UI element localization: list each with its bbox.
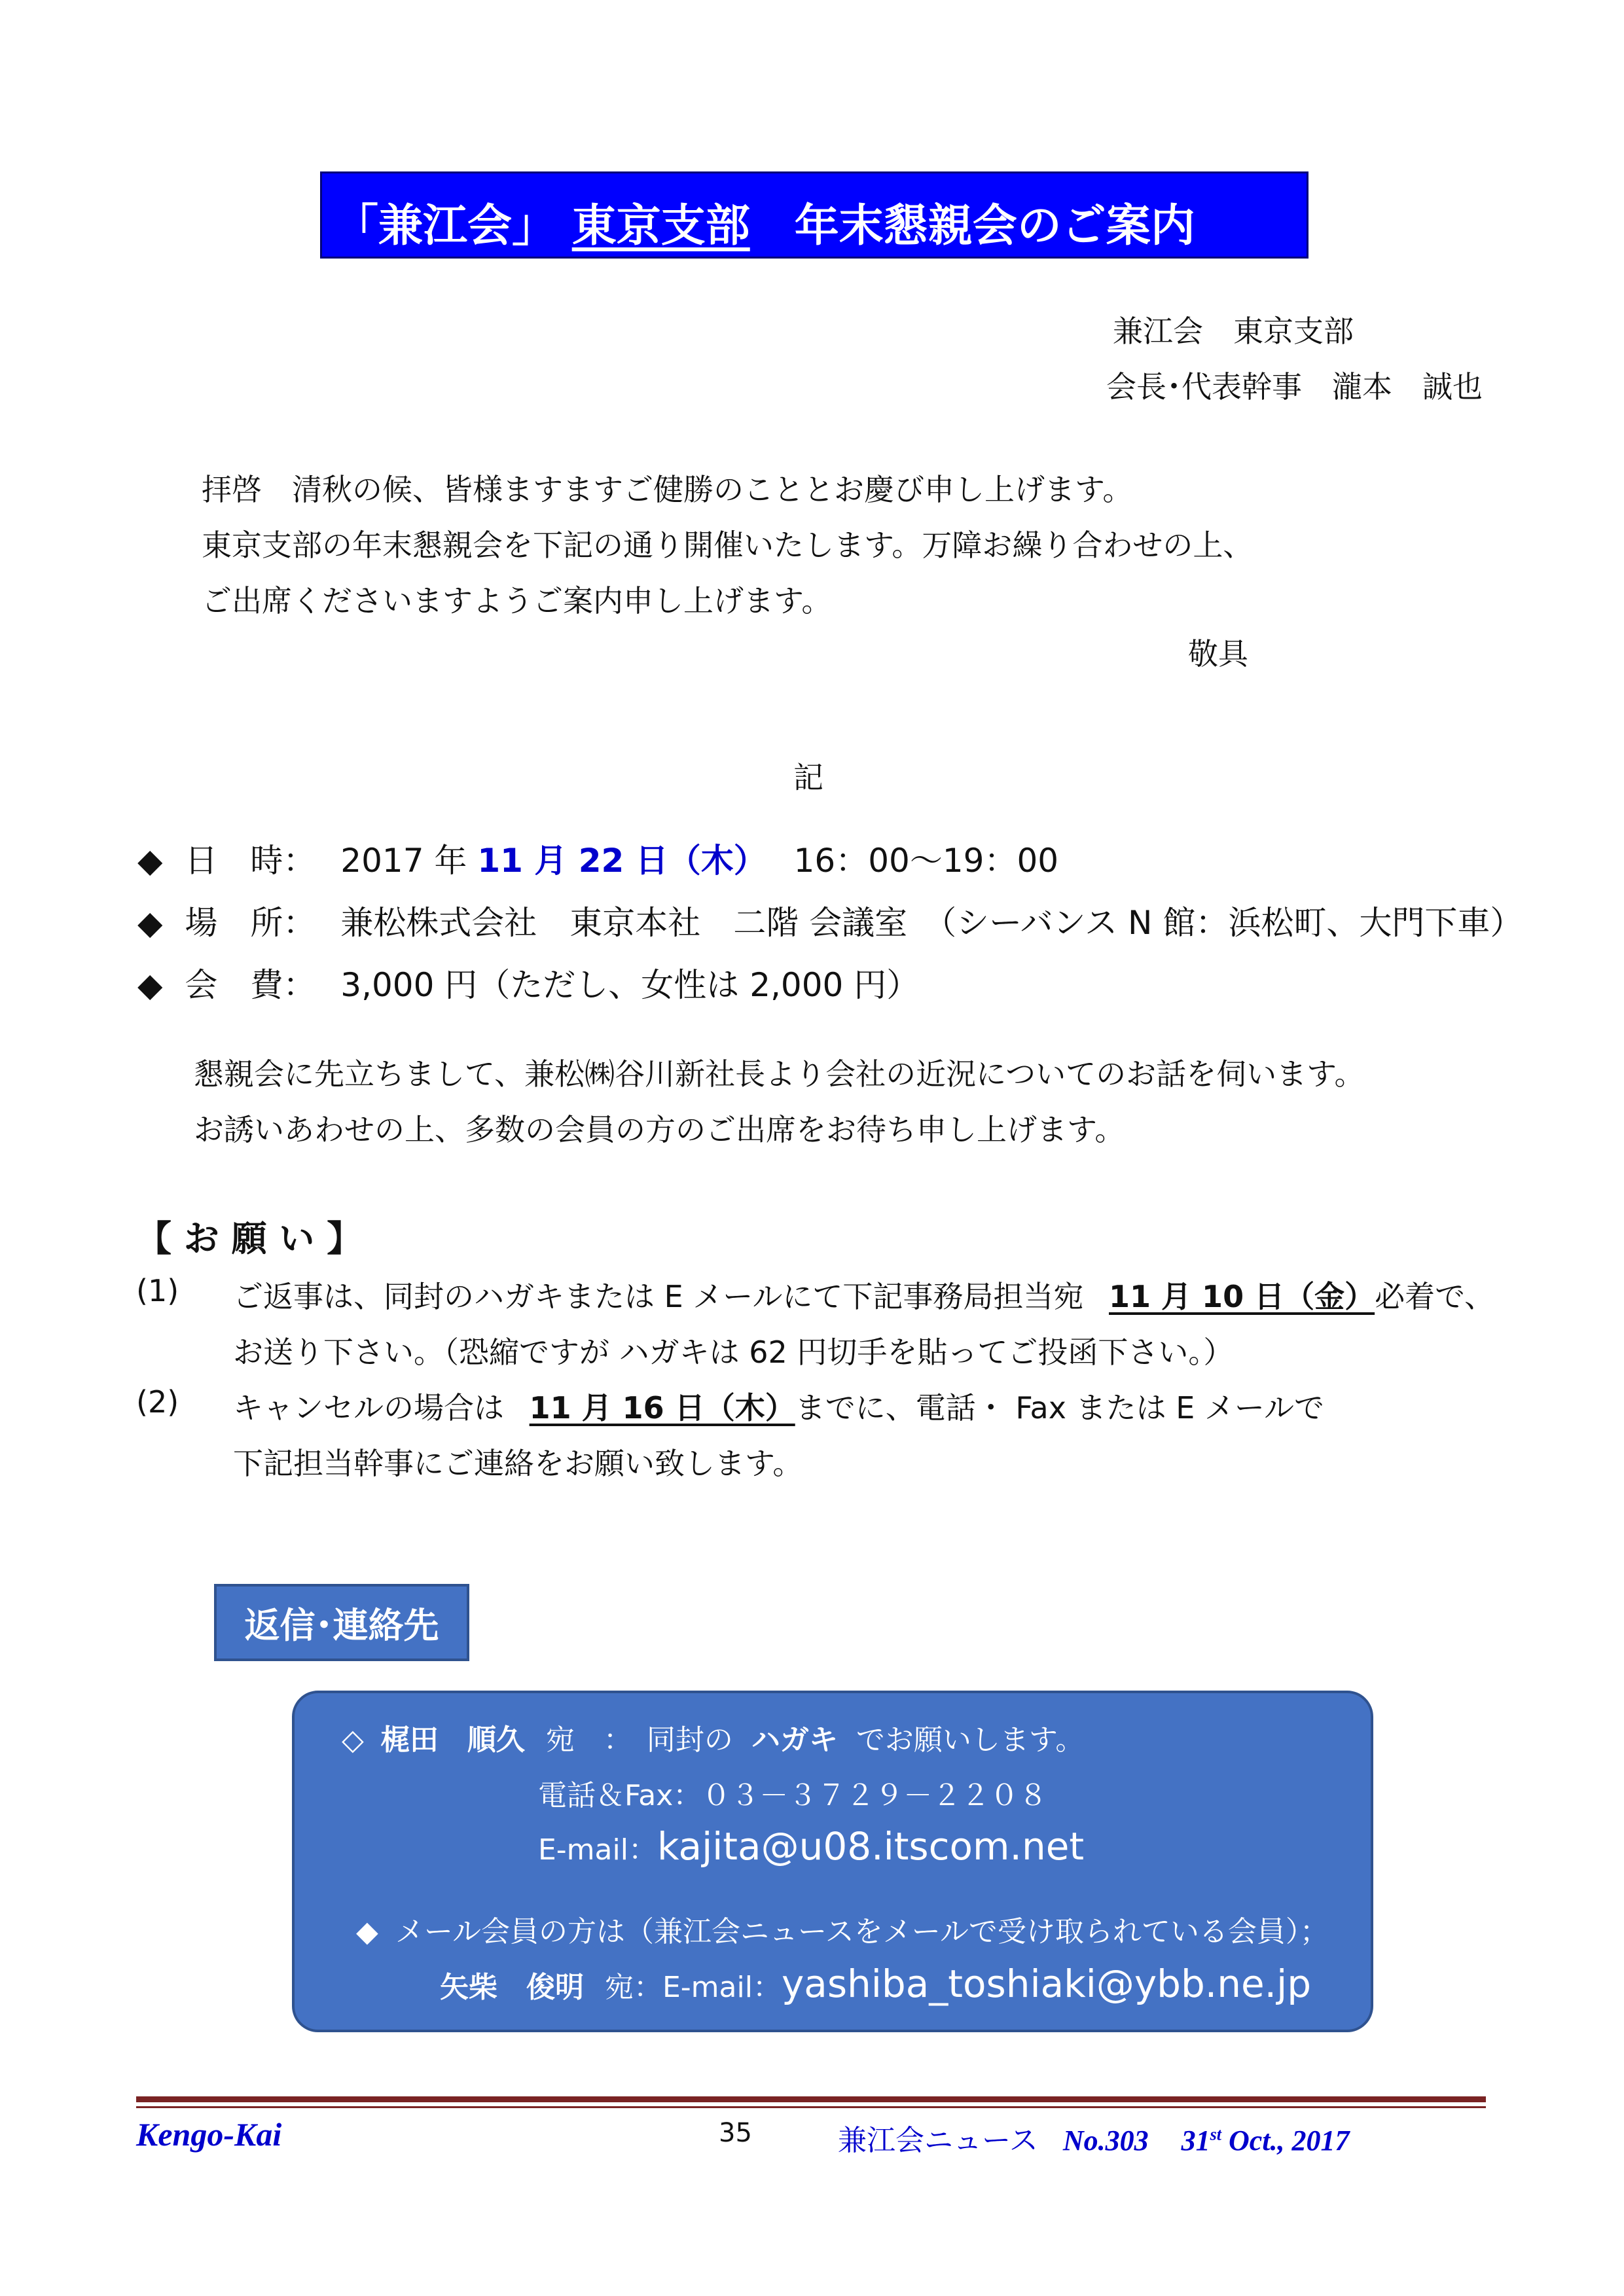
detail-date: ◆ 日 時： 2017 年 11 月 22 日（木） 16：00～19：00 bbox=[137, 842, 1059, 880]
contact-name-2: 矢柴 俊明 bbox=[440, 1971, 584, 2004]
note-line-1: 懇親会に先立ちまして、兼松㈱谷川新社長より会社の近況についてのお話を伺います。 bbox=[194, 1056, 1365, 1092]
contact-mail-member: ◆ メール会員の方は（兼江会ニュースをメールで受け取られている会員）； bbox=[356, 1915, 1329, 1948]
footer-divider bbox=[136, 2096, 1486, 2102]
request-item-1-line-2: お送り下さい。（恐縮ですが ハガキは 62 円切手を貼ってご投函下さい。） bbox=[233, 1335, 1234, 1370]
request-item-2-number: (2) bbox=[136, 1384, 179, 1420]
contact-name-1: 梶田 順久 bbox=[380, 1723, 525, 1757]
request-item-2: キャンセルの場合は 11 月 16 日（木）までに、電話・ Fax または E メールで bbox=[233, 1390, 1324, 1426]
event-date: 11 月 22 日（木） bbox=[477, 842, 767, 880]
sender-person: 会長･代表幹事 瀧本 誠也 bbox=[1106, 369, 1483, 404]
email-link-1[interactable]: kajita@u08.itscom.net bbox=[657, 1824, 1085, 1869]
greeting-line-2: 東京支部の年末懇親会を下記の通り開催いたします。万障お繰り合わせの上、 bbox=[202, 528, 1254, 563]
detail-fee: ◆ 会 費： 3,000 円（ただし、女性は 2,000 円） bbox=[137, 966, 920, 1004]
footer-divider-thin bbox=[136, 2106, 1486, 2108]
diamond-outline-icon: ◇ bbox=[342, 1723, 364, 1757]
contact-line-1: ◇ 梶田 順久 宛 ： 同封の ハガキ でお願いします。 bbox=[342, 1723, 1085, 1757]
diamond-filled-icon: ◆ bbox=[356, 1915, 378, 1948]
request-heading: 【 お 願 い 】 bbox=[136, 1218, 363, 1259]
page-number: 35 bbox=[719, 2118, 752, 2148]
request-item-1-number: (1) bbox=[136, 1273, 179, 1308]
contact-phone: 電話＆Fax：０３－３７２９－２２０８ bbox=[538, 1779, 1048, 1812]
bullet-icon: ◆ bbox=[137, 904, 163, 942]
contact-email-line-1: E-mail：kajita@u08.itscom.net bbox=[538, 1824, 1085, 1869]
page-title: 「兼江会」 東京支部 年末懇親会のご案内 bbox=[334, 200, 1195, 252]
footer-issue: 兼江会ニュース No.303 31st Oct., 2017 bbox=[838, 2125, 1350, 2157]
email-link-2[interactable]: yashiba_toshiaki@ybb.ne.jp bbox=[781, 1962, 1312, 2006]
request-item-1: ご返事は、同封のハガキまたは E メールにて下記事務局担当宛 11 月 10 日（金）必着で、 bbox=[233, 1279, 1495, 1314]
request-item-2-line-2: 下記担当幹事にご連絡をお願い致します。 bbox=[233, 1446, 803, 1481]
greeting-line-1: 拝啓 清秋の候、皆様ますますご健勝のこととお慶び申し上げます。 bbox=[202, 472, 1133, 507]
note-line-2: お誘いあわせの上、多数の会員の方のご出席をお待ち申し上げます。 bbox=[194, 1112, 1125, 1147]
detail-place: ◆ 場 所： 兼松株式会社 東京本社 二階 会議室 （シーバンス N 館：浜松町、大門下車） bbox=[137, 904, 1523, 942]
reply-deadline: 11 月 10 日（金） bbox=[1109, 1279, 1375, 1314]
cancel-deadline: 11 月 16 日（木） bbox=[529, 1390, 795, 1426]
bullet-icon: ◆ bbox=[137, 842, 163, 880]
bullet-icon: ◆ bbox=[137, 966, 163, 1004]
sender-org: 兼江会 東京支部 bbox=[1113, 314, 1354, 349]
closing-keigu: 敬具 bbox=[1188, 636, 1248, 672]
footer-brand: Kengo-Kai bbox=[136, 2116, 282, 2153]
title-banner bbox=[320, 171, 1308, 259]
contact-email-line-2: 矢柴 俊明 宛：E-mail：yashiba_toshiaki@ybb.ne.jp bbox=[440, 1962, 1312, 2006]
ki-label: 記 bbox=[793, 760, 823, 795]
contact-tab: 返信･連絡先 bbox=[214, 1584, 469, 1661]
contact-box bbox=[292, 1691, 1373, 2032]
greeting-line-3: ご出席くださいますようご案内申し上げます。 bbox=[202, 583, 832, 619]
